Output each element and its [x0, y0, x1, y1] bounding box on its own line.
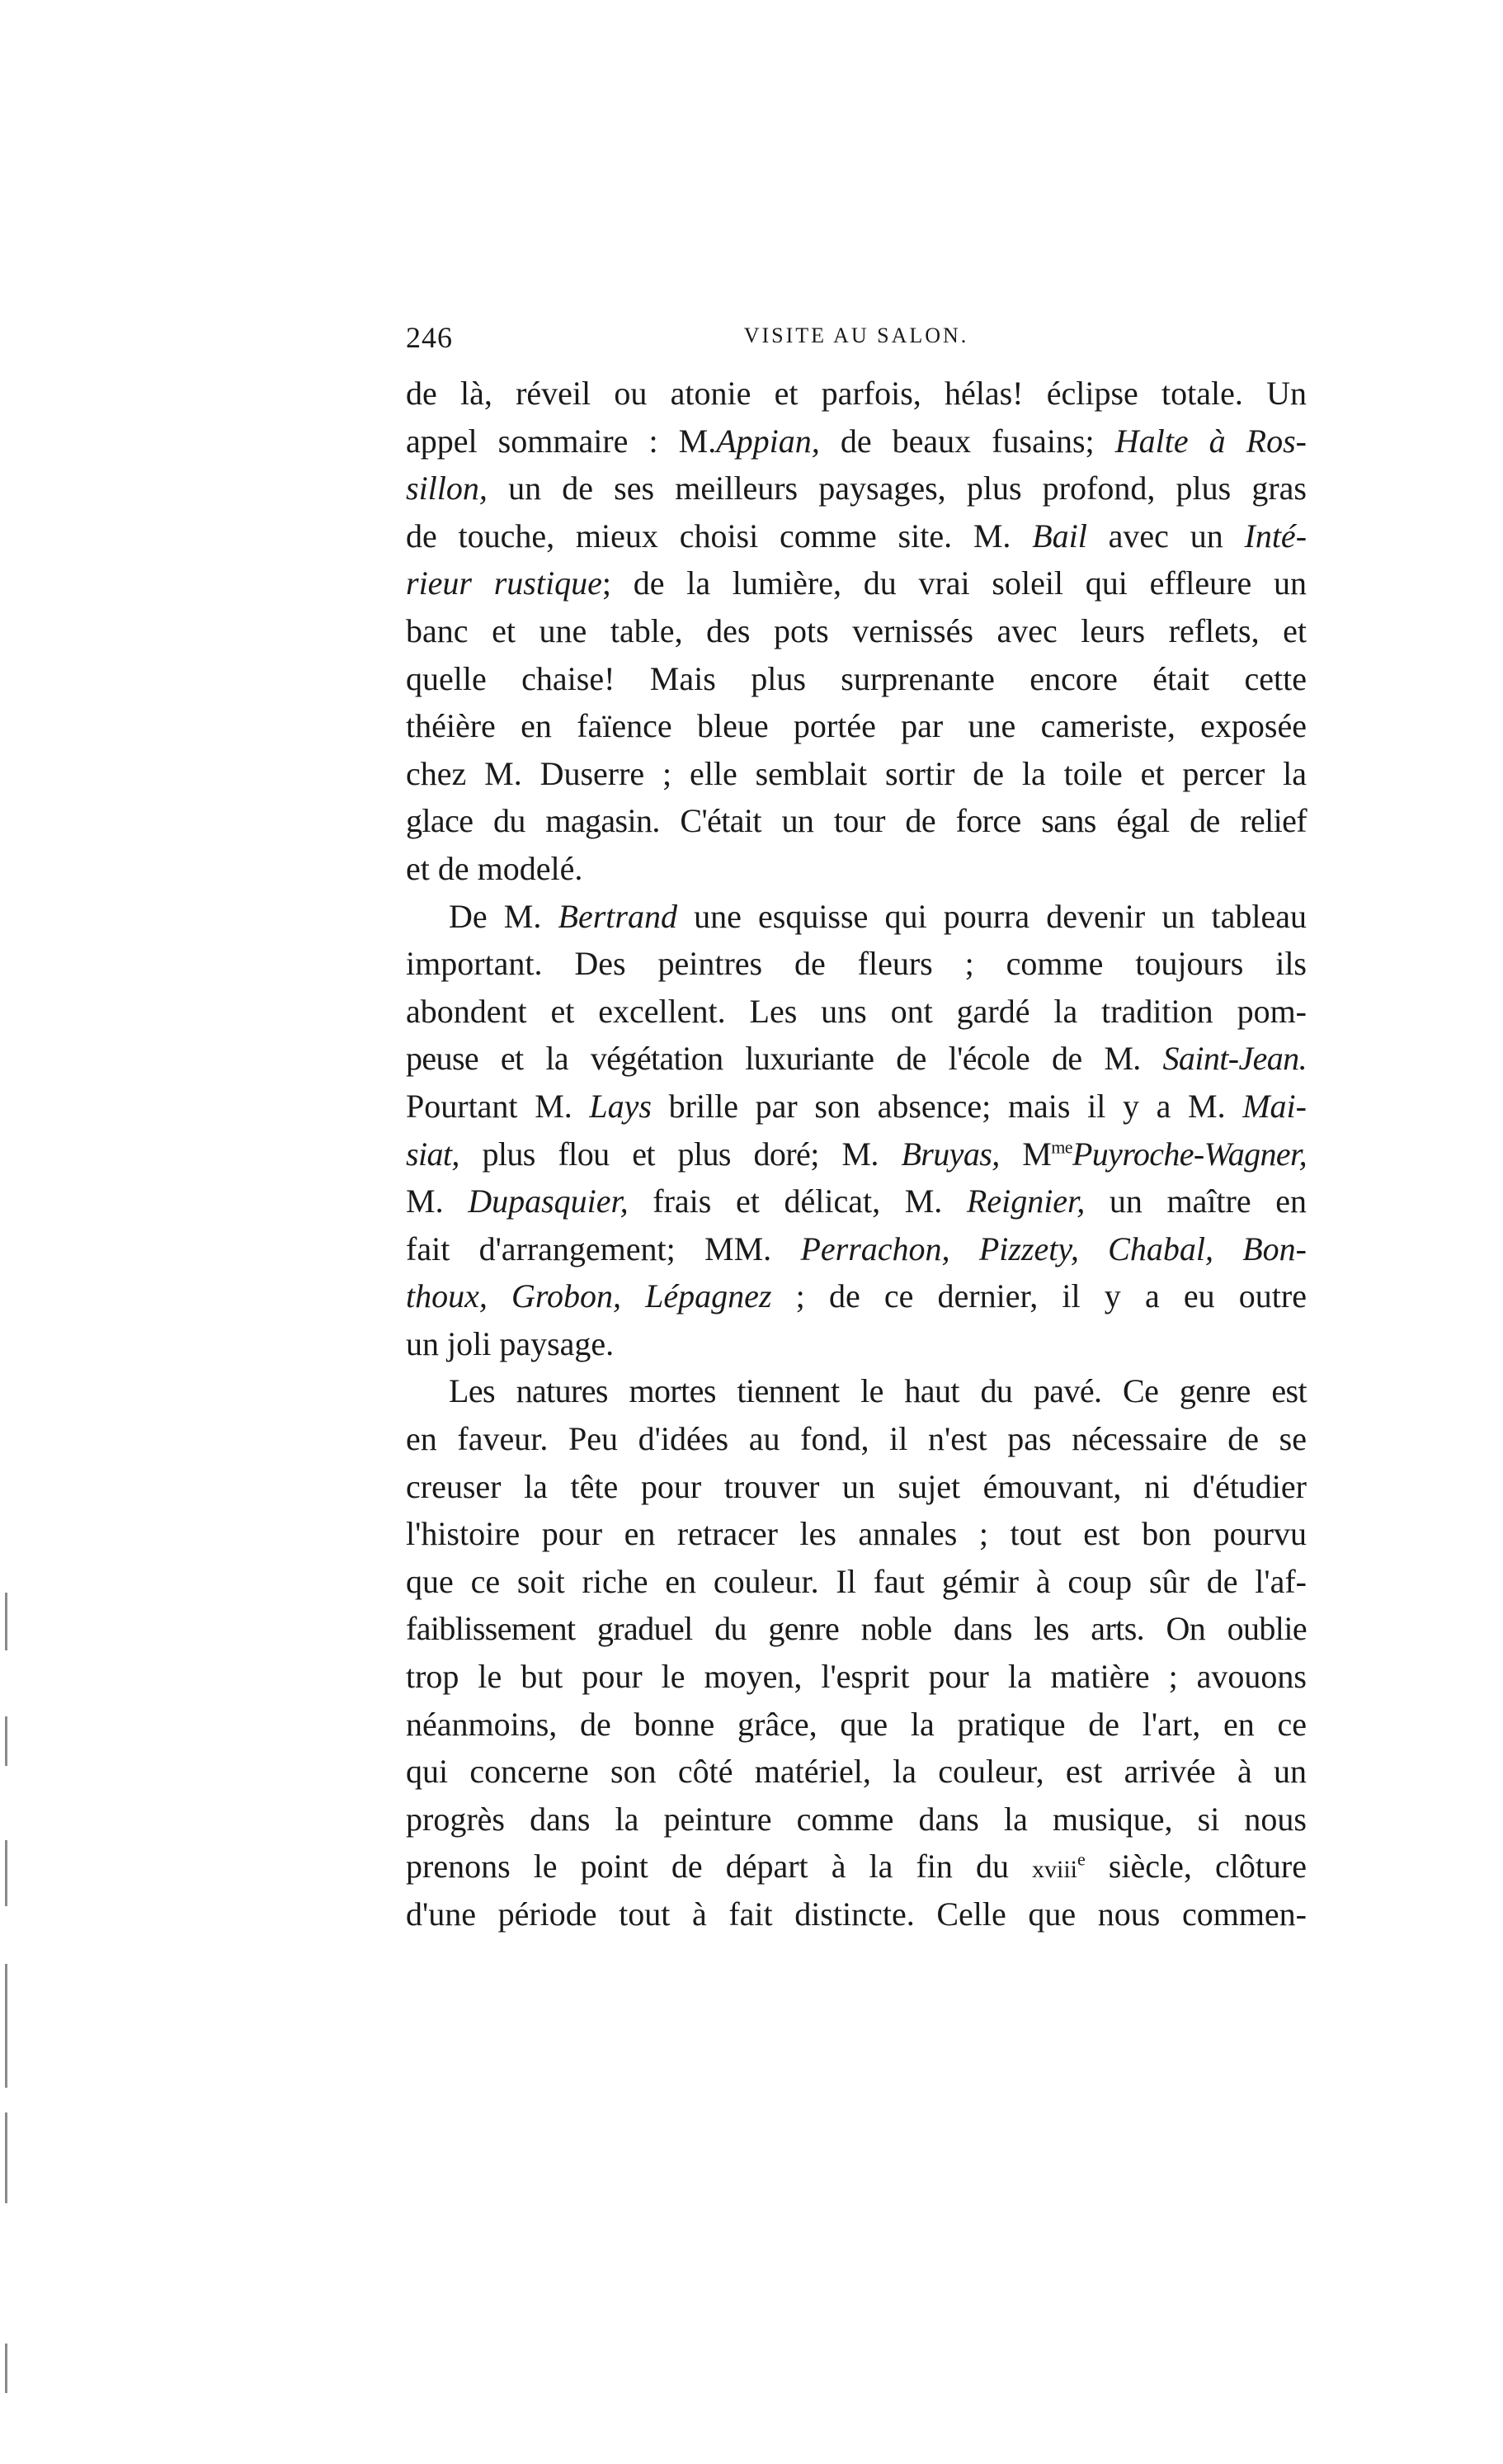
scan-edge-mark: [5, 2344, 7, 2393]
text-line: un joli paysage.: [406, 1324, 615, 1362]
text-line: prenons le point de départ à la fin du xviii$^e$ siècle, clôture: [406, 1848, 1307, 1886]
text-line: quelle chaise! Mais plus surprenante encore était cette: [406, 659, 1307, 697]
text-line: théière en faïence bleue portée par une cameriste, exposée: [406, 707, 1307, 745]
text-line: thoux, Grobon, Lépagnez ; de ce dernier, il y a eu outre: [406, 1277, 1307, 1315]
text-line: De M. Bertrand une esquisse qui pourra devenir un tableau: [449, 897, 1307, 935]
text-line: que ce soit riche en couleur. Il faut gémir à coup sûr de l'af-: [406, 1562, 1307, 1600]
text-line: fait d'arrangement; MM. Perrachon, Pizzety, Chabal, Bon-: [406, 1230, 1307, 1267]
text-line: trop le but pour le moyen, l'esprit pour la matière ; avouons: [406, 1658, 1307, 1696]
text-line: progrès dans la peinture comme dans la musique, si nous: [406, 1800, 1307, 1838]
text-line: creuser la tête pour trouver un sujet émouvant, ni d'étudier: [406, 1467, 1307, 1505]
text-line: sillon, un de ses meilleurs paysages, plus profond, plus gras: [406, 470, 1307, 507]
text-line: de touche, mieux choisi comme site. M. Bail avec un Inté-: [406, 517, 1307, 555]
text-line: en faveur. Peu d'idées au fond, il n'est pas nécessaire de se: [406, 1420, 1307, 1458]
text-line: Pourtant M. Lays brille par son absence; mais il y a M. Mai-: [406, 1087, 1307, 1125]
text-line: M. Dupasquier, frais et délicat, M. Reignier, un maître en: [406, 1182, 1307, 1220]
text-line: rieur rustique; de la lumière, du vrai soleil qui effleure un: [406, 564, 1307, 602]
text-line: de là, réveil ou atonie et parfois, hélas! éclipse totale. Un: [406, 375, 1307, 412]
text-line: faiblissement graduel du genre noble dans les arts. On oublie: [406, 1610, 1307, 1648]
text-line: l'histoire pour en retracer les annales ; tout est bon pourvu: [406, 1515, 1307, 1553]
scan-edge-mark: [5, 1593, 7, 1650]
body-text: [406, 370, 1307, 1938]
text-line: important. Des peintres de fleurs ; comme toujours ils: [406, 945, 1307, 983]
text-line: d'une période tout à fait distincte. Celle que nous commen-: [406, 1895, 1307, 1933]
scan-edge-mark: [5, 1964, 7, 2088]
text-line: banc et une table, des pots vernissés avec leurs reflets, et: [406, 611, 1307, 649]
text-line: Les natures mortes tiennent le haut du pavé. Ce genre est: [449, 1372, 1307, 1410]
text-line: peuse et la végétation luxuriante de l'école de M. Saint-Jean.: [406, 1040, 1307, 1078]
scan-edge-mark: [5, 1840, 7, 1906]
text-line: néanmoins, de bonne grâce, que la pratique de l'art, en ce: [406, 1705, 1307, 1743]
running-title: VISITE AU SALON.: [743, 323, 969, 347]
text-line: appel sommaire : M.Appian, de beaux fusains; Halte à Ros-: [406, 422, 1307, 460]
page-header: [406, 320, 1307, 361]
text-line: glace du magasin. C'était un tour de force sans égal de relief: [406, 802, 1307, 840]
text-line: et de modelé.: [406, 849, 583, 887]
page-number: 246: [406, 321, 453, 354]
text-line: siat, plus flou et plus doré; M. Bruyas, $M^{me}Puyroche$-Wagner,: [406, 1135, 1307, 1173]
text-line: abondent et excellent. Les uns ont gardé la tradition pom-: [406, 992, 1307, 1030]
scan-edge-mark: [5, 1716, 7, 1766]
scan-edge-mark: [5, 2112, 7, 2203]
text-line: qui concerne son côté matériel, la couleur, est arrivée à un: [406, 1753, 1307, 1791]
text-line: chez M. Duserre ; elle semblait sortir de la toile et percer la: [406, 754, 1307, 792]
